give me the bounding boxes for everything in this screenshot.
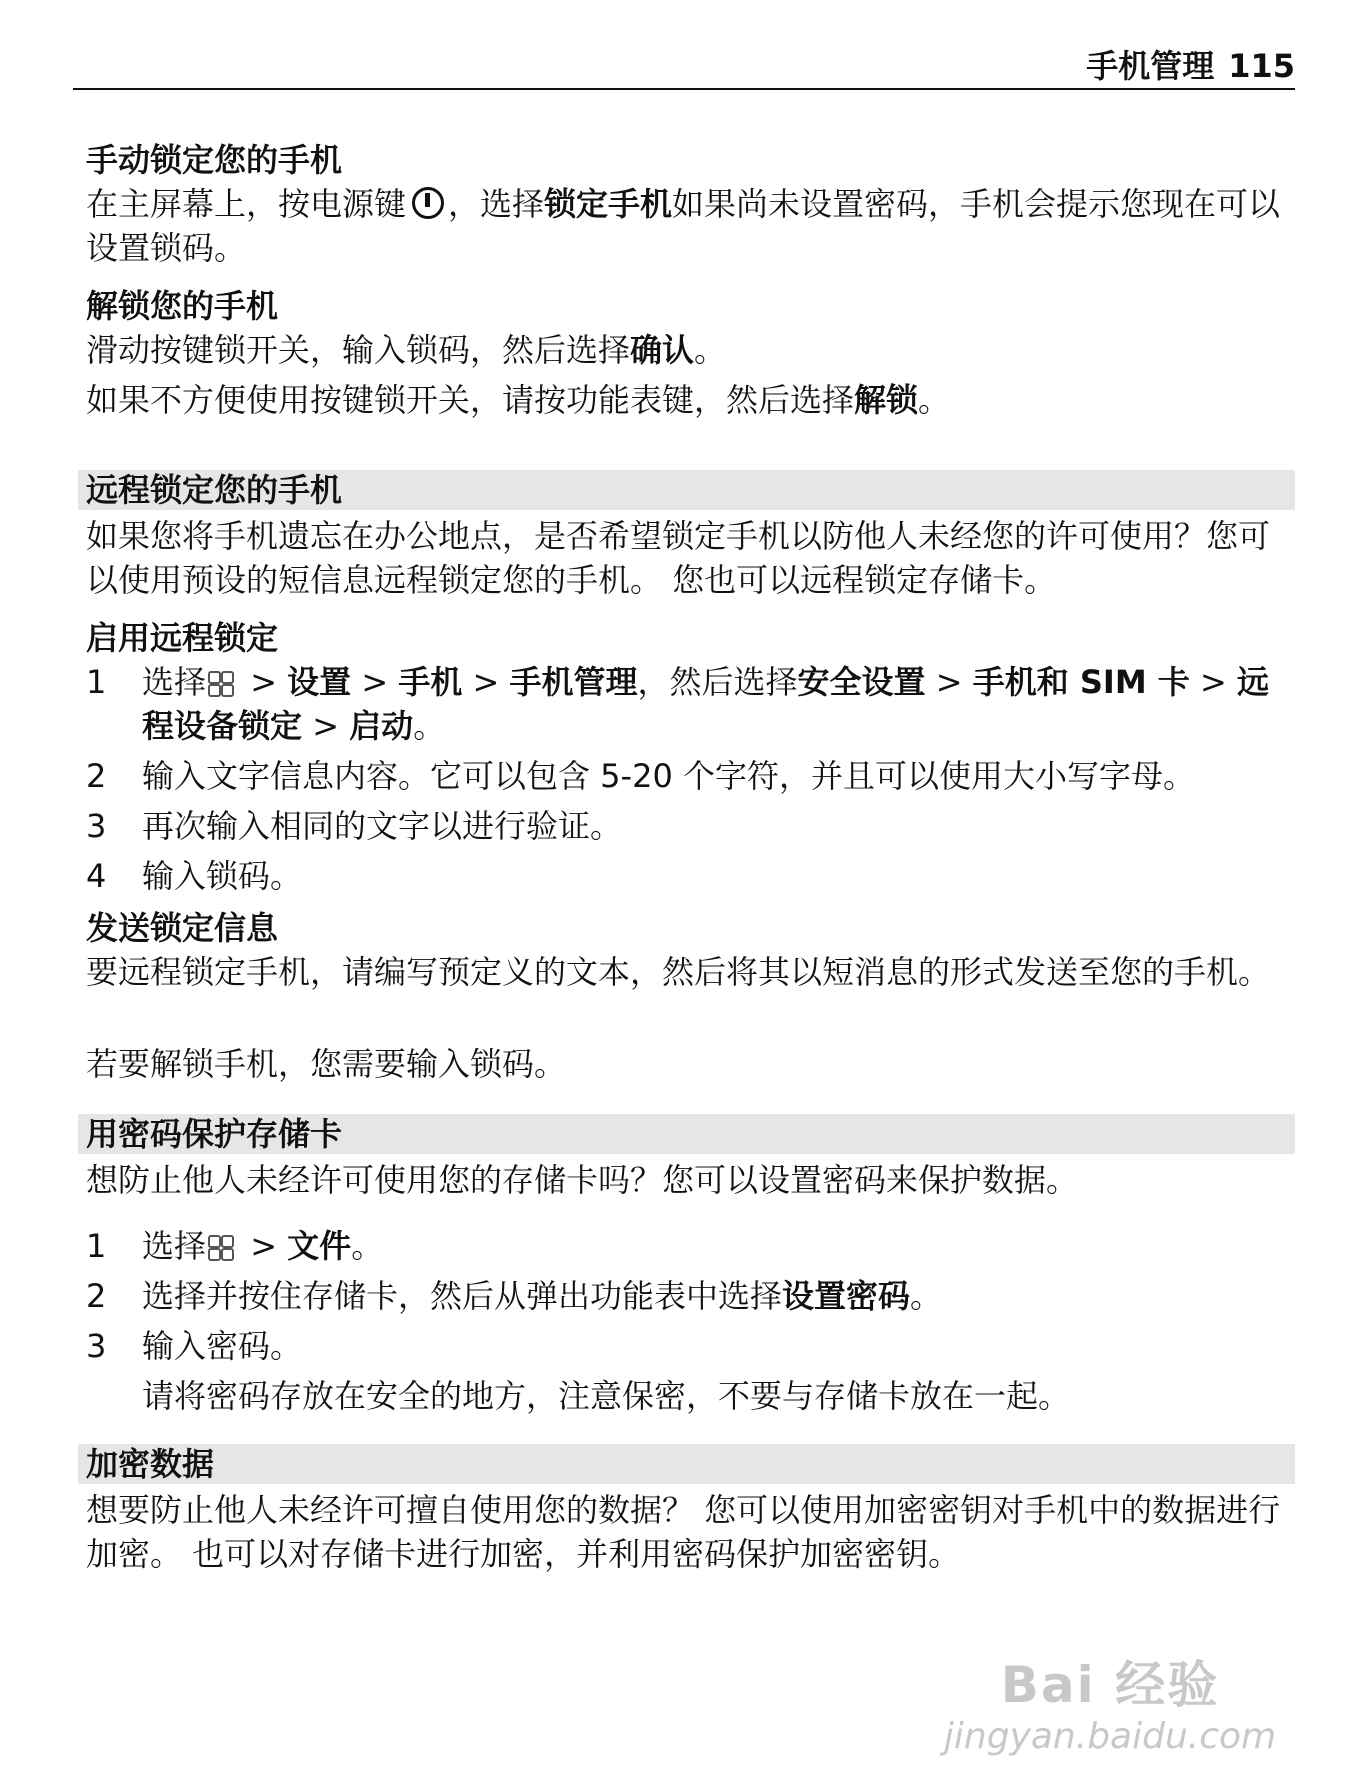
encrypt-intro: 想要防止他人未经许可擅自使用您的数据？ 您可以使用加密密钥对手机中的数据进行加密。 也可以对存储卡进行加密，并利用密码保护加密密钥。 bbox=[86, 1491, 1281, 1573]
header-title: 手机管理 bbox=[1086, 47, 1215, 85]
list-item bbox=[86, 1274, 1295, 1318]
power-key-icon bbox=[412, 187, 444, 219]
path-phone-management: 手机管理 bbox=[509, 663, 638, 701]
step-end: 。 bbox=[351, 1227, 384, 1265]
path-security-settings: 安全设置 bbox=[797, 663, 926, 701]
path-separator: > bbox=[462, 663, 510, 701]
section-memory-card-password: 用密码保护存储卡 bbox=[78, 1114, 1295, 1154]
confirm-option: 确认 bbox=[630, 331, 695, 369]
unlock-text-1-a: 滑动按键锁开关，输入锁码，然后选择 bbox=[86, 331, 631, 369]
list-item bbox=[86, 1224, 1295, 1268]
step-text: 输入密码。 bbox=[142, 1327, 303, 1365]
set-password-option: 设置密码 bbox=[782, 1277, 911, 1315]
step-number: 3 bbox=[86, 807, 107, 845]
unlock-option: 解锁 bbox=[854, 381, 919, 419]
unlock-text-2 bbox=[86, 378, 1295, 422]
menu-key-icon bbox=[208, 1235, 234, 1261]
path-separator: > bbox=[302, 707, 350, 745]
unlock-text-2-end: 。 bbox=[918, 381, 951, 419]
heading-manual-lock: 手动锁定您的手机 bbox=[86, 141, 343, 179]
path-separator: > bbox=[240, 663, 288, 701]
watermark-logo-text: Bai 经验 bbox=[1000, 1656, 1220, 1714]
step-number: 2 bbox=[86, 1277, 107, 1315]
step-text: 再次输入相同的文字以进行验证。 bbox=[142, 807, 623, 845]
menu-key-icon bbox=[208, 671, 234, 697]
unlock-text-1-end: 。 bbox=[694, 331, 727, 369]
unlock-remote-text: 若要解锁手机，您需要输入锁码。 bbox=[86, 1045, 567, 1083]
section-remote-lock: 远程锁定您的手机 bbox=[78, 470, 1295, 510]
heading-enable-remote-lock: 启用远程锁定 bbox=[86, 619, 279, 657]
step-text: 输入文字信息内容。它可以包含 5-20 个字符，并且可以使用大小写字母。 bbox=[142, 757, 1195, 795]
heading-unlock: 解锁您的手机 bbox=[86, 287, 279, 325]
list-item bbox=[86, 754, 1295, 798]
memory-card-intro: 想防止他人未经许可使用您的存储卡吗？您可以设置密码来保护数据。 bbox=[86, 1161, 1079, 1199]
page-number: 115 bbox=[1228, 47, 1295, 85]
password-note: 请将密码存放在安全的地方，注意保密，不要与存储卡放在一起。 bbox=[142, 1377, 1071, 1415]
path-separator: > bbox=[240, 1227, 288, 1265]
step-text: 选择 bbox=[142, 663, 207, 701]
manual-lock-text-c: 如果尚未设置密码，手机会提示您现在可以设置锁码。 bbox=[86, 185, 1281, 267]
step-end: 。 bbox=[910, 1277, 943, 1315]
list-item bbox=[86, 804, 1295, 848]
enable-remote-lock-steps bbox=[86, 660, 1295, 898]
list-item bbox=[86, 660, 1295, 748]
step-text: 输入锁码。 bbox=[142, 857, 303, 895]
manual-lock-text-b: ，选择 bbox=[448, 185, 545, 223]
send-lock-text: 要远程锁定手机，请编写预定义的文本，然后将其以短消息的形式发送至您的手机。 bbox=[86, 953, 1271, 991]
path-settings: 设置 bbox=[287, 663, 352, 701]
path-enable: 启动 bbox=[349, 707, 414, 745]
path-phone-and-sim: 手机和 SIM 卡 bbox=[972, 663, 1190, 701]
remote-lock-intro: 如果您将手机遗忘在办公地点，是否希望锁定手机以防他人未经您的许可使用？您可以使用预设的短信息远程锁定您的手机。 您也可以远程锁定存储卡。 bbox=[86, 517, 1271, 599]
watermark bbox=[930, 1655, 1290, 1775]
list-item bbox=[86, 854, 1295, 898]
manual-lock-text bbox=[86, 182, 1295, 270]
path-files: 文件 bbox=[287, 1227, 352, 1265]
manual-lock-text-a: 在主屏幕上，按电源键 bbox=[86, 185, 407, 223]
lock-phone-option: 锁定手机 bbox=[544, 185, 673, 223]
path-separator: > bbox=[925, 663, 973, 701]
step-end: 。 bbox=[413, 707, 446, 745]
step-text: ，然后选择 bbox=[637, 663, 798, 701]
path-separator: > bbox=[351, 663, 399, 701]
path-remote-device-lock: 远程设备锁定 bbox=[142, 663, 1269, 745]
step-text: 选择并按住存储卡，然后从弹出功能表中选择 bbox=[142, 1277, 783, 1315]
path-separator: > bbox=[1189, 663, 1237, 701]
running-header bbox=[73, 48, 1295, 90]
step-number: 4 bbox=[86, 857, 107, 895]
list-item bbox=[86, 1324, 1295, 1368]
path-phone: 手机 bbox=[398, 663, 463, 701]
section-encrypt-data: 加密数据 bbox=[78, 1444, 1295, 1484]
step-number: 1 bbox=[86, 1227, 107, 1265]
heading-send-lock-message: 发送锁定信息 bbox=[86, 909, 279, 947]
page-content bbox=[86, 138, 1295, 1576]
step-text: 选择 bbox=[142, 1227, 207, 1265]
memory-card-steps bbox=[86, 1224, 1295, 1368]
step-number: 3 bbox=[86, 1327, 107, 1365]
watermark-url: jingyan.baidu.com bbox=[943, 1716, 1277, 1757]
unlock-text-2-a: 如果不方便使用按键锁开关，请按功能表键，然后选择 bbox=[86, 381, 855, 419]
step-number: 2 bbox=[86, 757, 107, 795]
step-number: 1 bbox=[86, 663, 107, 701]
unlock-text-1 bbox=[86, 328, 1295, 372]
